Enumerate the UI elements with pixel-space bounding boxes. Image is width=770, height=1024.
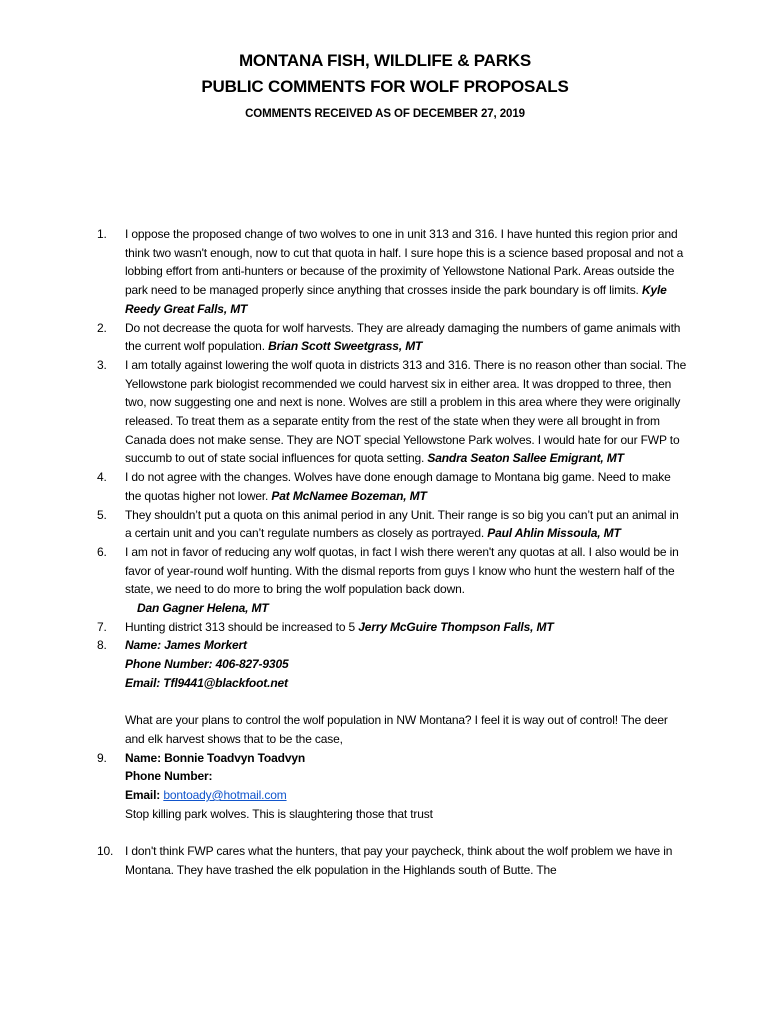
comment-text: Hunting district 313 should be increased to 5 (125, 619, 356, 634)
comment-number: 2. (97, 320, 107, 335)
comment-item (97, 356, 687, 468)
comment-number: 3. (97, 357, 107, 372)
comment-item (97, 506, 687, 543)
email-label: Email: (125, 788, 161, 803)
comment-author: Dan Gagner Helena, MT (137, 601, 269, 616)
commenter-email: Email: Tfl9441@blackfoot.net (125, 675, 288, 690)
comment-item (97, 225, 687, 319)
comment-number: 8. (97, 638, 107, 653)
document-header (0, 48, 770, 120)
commenter-email-row (125, 786, 687, 805)
title-line-2: PUBLIC COMMENTS FOR WOLF PROPOSALS (201, 77, 569, 96)
comment-item (97, 842, 687, 879)
comment-author: Jerry McGuire Thompson Falls, MT (358, 619, 554, 634)
comment-text: Do not decrease the quota for wolf harvests. They are already damaging the numbers of game animals with the current wolf population. (125, 320, 681, 354)
comment-number: 5. (97, 507, 107, 522)
email-link[interactable]: bontoady@hotmail.com (163, 788, 287, 803)
comment-text: I do not agree with the changes. Wolves have done enough damage to Montana big game. Need to make the quotas higher not lower. (125, 470, 671, 503)
comment-text: I am totally against lowering the wolf quota in districts 313 and 316. There is no reason other than social. The Yellowstone park biologist recommended we could harvest six in either area. It was dropped to three, then two, now suggesting one and next is none. Wolves are still a problem in this area where they were originally released. To treat them as a separate entity from the rest of the state when they were all brought in from Canada does not make sense. They are NOT special Yellowstone Park wolves. I would hate for our FWP to succumb to out of state social influences for quota setting. (125, 357, 687, 466)
comment-number: 4. (97, 470, 107, 485)
comment-author: Sandra Seaton Sallee Emigrant, MT (427, 451, 624, 466)
comment-author: Brian Scott Sweetgrass, MT (268, 339, 423, 354)
comment-item (97, 636, 687, 748)
commenter-phone: Phone Number: (125, 769, 213, 784)
comment-text: What are your plans to control the wolf population in NW Montana? I feel it is way out of control! The deer and elk harvest shows that to be the case, (125, 713, 668, 746)
comment-number: 10. (97, 844, 114, 859)
commenter-name: Name: Bonnie Toadvyn Toadvyn (125, 750, 306, 765)
comment-item (97, 319, 687, 356)
comment-text: I am not in favor of reducing any wolf quotas, in fact I wish there weren't any quotas at all. I also would be in favor of year-round wolf hunting. With the dismal reports from guys I know who hunt the western half of the state, we need to do more to bring the wolf population back down. (125, 544, 679, 597)
spacer (125, 823, 687, 842)
commenter-phone: Phone Number: 406-827-9305 (125, 657, 289, 672)
comment-text: They shouldn’t put a quota on this animal period in any Unit. Their range is so big you can’t put an animal in a certain unit and you can’t regulate numbers as closely as portrayed. (125, 507, 679, 541)
comment-author: Pat McNamee Bozeman, MT (271, 488, 427, 503)
comment-number: 1. (97, 227, 107, 241)
comment-text: I don't think FWP cares what the hunters, that pay your paycheck, think about the wolf problem we have in Montana. They have trashed the elk population in the Highlands south of Butte. The (125, 844, 673, 877)
comment-item (97, 468, 687, 505)
comment-text: Stop killing park wolves. This is slaughtering those that trust (125, 806, 433, 821)
comment-item (97, 543, 687, 618)
title-line-1: MONTANA FISH, WILDLIFE & PARKS (238, 51, 532, 70)
subtitle: COMMENTS RECEIVED AS OF DECEMBER 27, 2019 (245, 108, 525, 120)
comment-item (97, 749, 687, 843)
comment-number: 6. (97, 544, 107, 559)
comment-number: 9. (97, 750, 107, 765)
spacer (125, 693, 687, 712)
comment-number: 7. (97, 619, 107, 634)
commenter-name: Name: James Morkert (125, 638, 247, 653)
comments-list (97, 225, 687, 880)
comment-item (97, 618, 687, 637)
comment-author: Kyle Reedy Great Falls, MT (125, 283, 667, 316)
comment-author: Paul Ahlin Missoula, MT (487, 526, 621, 541)
comment-text: I oppose the proposed change of two wolves to one in unit 313 and 316. I have hunted this region prior and think two wasn't enough, now to cut that quota in half. I sure hope this is a science based proposal and not a lobbing effort from anti-hunters or because of the proximity of Yellowstone National Park. Areas outside the park need to be managed properly since anything that crosses inside the park boundary is off limits. (125, 227, 684, 298)
